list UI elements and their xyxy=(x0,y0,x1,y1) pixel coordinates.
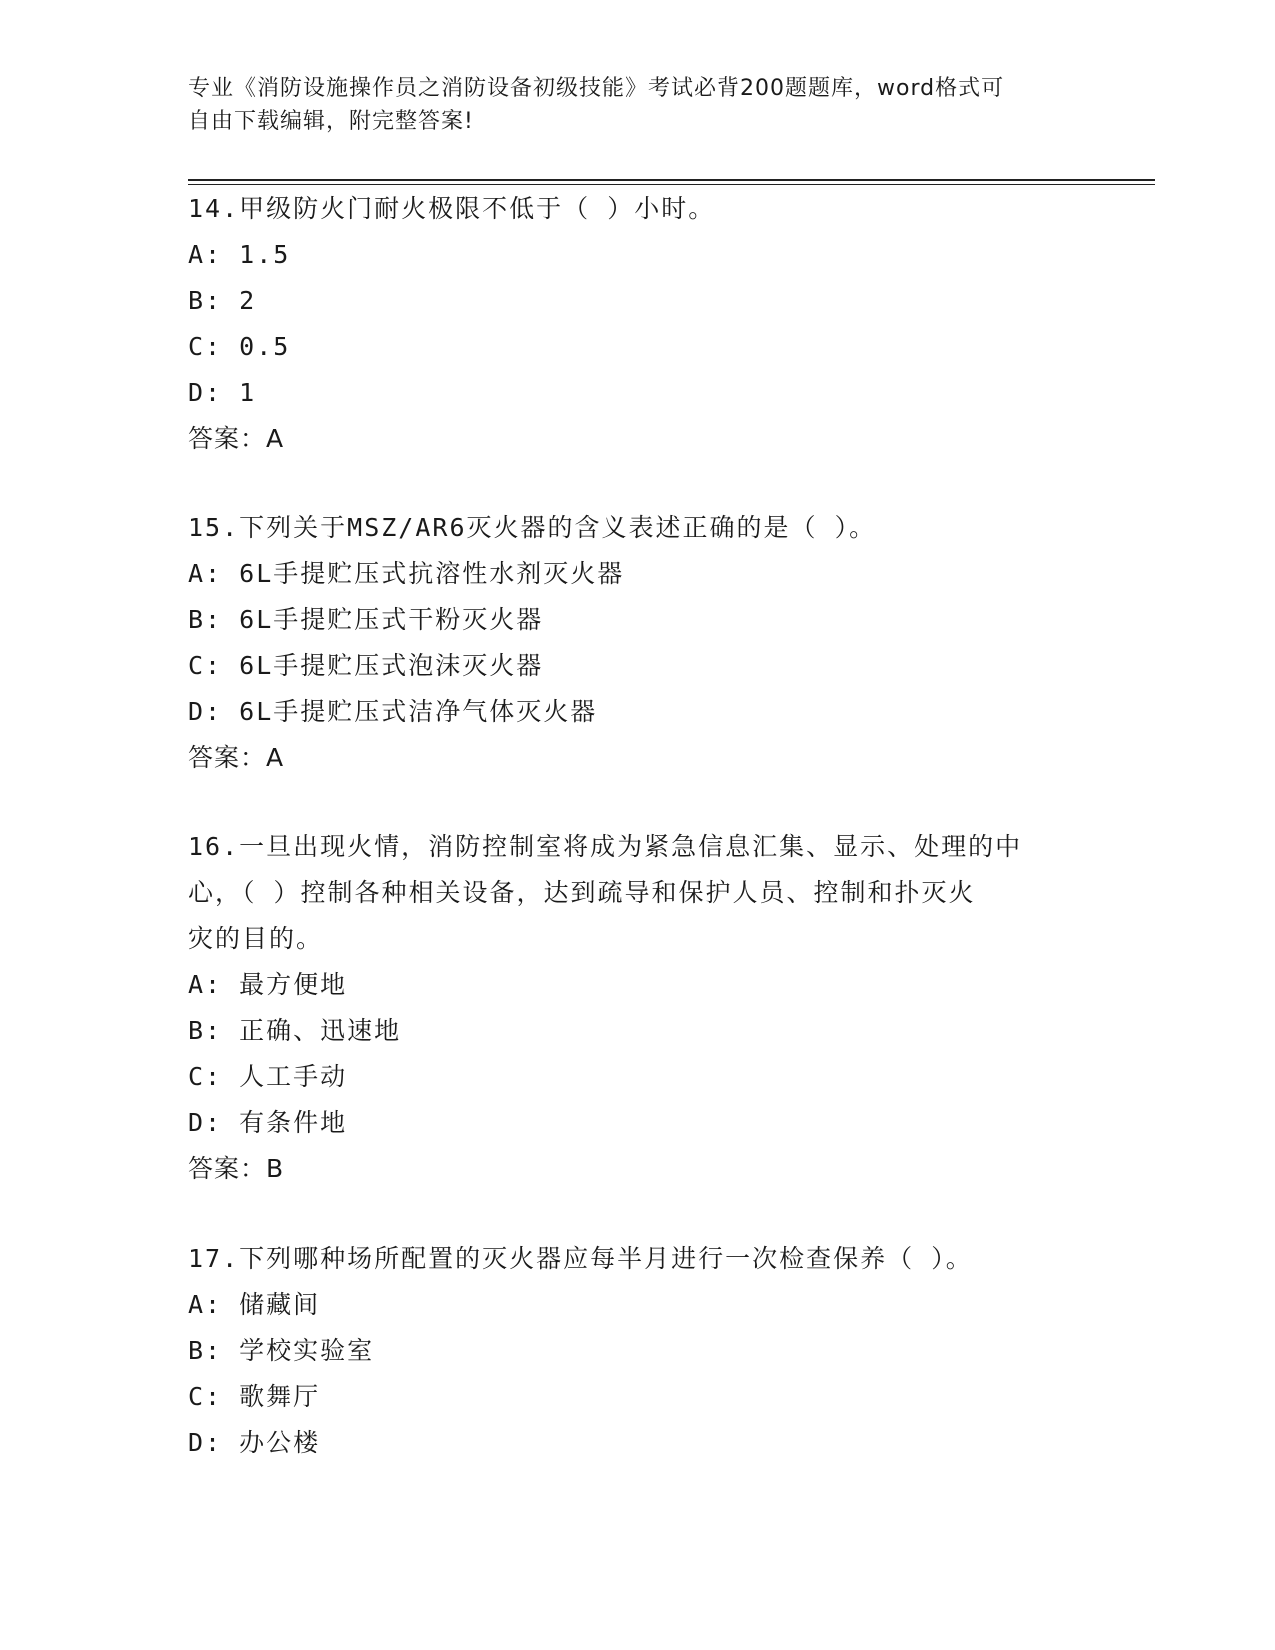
option-d xyxy=(188,1420,1088,1466)
option-text: 人工手动 xyxy=(239,1062,348,1091)
answer-line: 答案：A xyxy=(188,424,285,453)
option-text: 储藏间 xyxy=(239,1290,321,1319)
question-stem-line-1: 16.一旦出现火情，消防控制室将成为紧急信息汇集、显示、处理的中 xyxy=(188,832,1023,861)
option-c xyxy=(188,324,1088,370)
option-letter: B: xyxy=(188,605,223,634)
option-text: 6L手提贮压式干粉灭火器 xyxy=(239,605,544,634)
header-divider-thick xyxy=(188,179,1155,181)
option-letter: B: xyxy=(188,286,223,315)
option-letter: D: xyxy=(188,1108,223,1137)
option-letter: B: xyxy=(188,1016,223,1045)
option-c xyxy=(188,1374,1088,1420)
option-d xyxy=(188,1100,1088,1146)
option-a xyxy=(188,551,1088,597)
option-text: 1.5 xyxy=(239,240,291,269)
document-header xyxy=(188,72,1088,138)
option-letter: C: xyxy=(188,651,223,680)
option-d xyxy=(188,689,1088,735)
option-letter: A: xyxy=(188,970,223,999)
option-letter: D: xyxy=(188,378,223,407)
option-b xyxy=(188,1008,1088,1054)
option-text: 正确、迅速地 xyxy=(239,1016,402,1045)
option-letter: C: xyxy=(188,1382,223,1411)
option-letter: D: xyxy=(188,1428,223,1457)
option-b xyxy=(188,278,1088,324)
header-line-2: 自由下载编辑，附完整答案! xyxy=(188,109,474,134)
question-stem: 14.甲级防火门耐火极限不低于（ ）小时。 xyxy=(188,194,716,223)
option-c xyxy=(188,1054,1088,1100)
header-divider-thin xyxy=(188,184,1155,185)
option-text: 6L手提贮压式抗溶性水剂灭火器 xyxy=(239,559,625,588)
option-text: 6L手提贮压式泡沫灭火器 xyxy=(239,651,544,680)
option-a xyxy=(188,962,1088,1008)
question-stem: 15.下列关于MSZ/AR6灭火器的含义表述正确的是（ ）。 xyxy=(188,513,877,542)
option-b xyxy=(188,597,1088,643)
header-line-1: 专业《消防设施操作员之消防设备初级技能》考试必背200题题库，word格式可 xyxy=(188,76,1005,101)
question-14 xyxy=(188,186,1088,462)
option-d xyxy=(188,370,1088,416)
option-b xyxy=(188,1328,1088,1374)
option-letter: D: xyxy=(188,697,223,726)
question-stem: 17.下列哪种场所配置的灭火器应每半月进行一次检查保养（ ）。 xyxy=(188,1244,973,1273)
option-c xyxy=(188,643,1088,689)
answer-line: 答案：A xyxy=(188,743,285,772)
option-letter: B: xyxy=(188,1336,223,1365)
question-17 xyxy=(188,1236,1088,1466)
question-16 xyxy=(188,824,1088,1192)
option-letter: A: xyxy=(188,559,223,588)
option-a xyxy=(188,232,1088,278)
option-text: 最方便地 xyxy=(239,970,348,999)
question-stem-line-2: 心，（ ）控制各种相关设备，达到疏导和保护人员、控制和扑灭火 xyxy=(188,878,976,907)
option-letter: C: xyxy=(188,332,223,361)
option-letter: C: xyxy=(188,1062,223,1091)
answer-line: 答案：B xyxy=(188,1154,285,1183)
option-text: 6L手提贮压式洁净气体灭火器 xyxy=(239,697,598,726)
option-a xyxy=(188,1282,1088,1328)
option-text: 有条件地 xyxy=(239,1108,348,1137)
question-stem-line-3: 灾的目的。 xyxy=(188,924,324,953)
question-15 xyxy=(188,505,1088,781)
option-text: 1 xyxy=(239,378,257,407)
option-letter: A: xyxy=(188,240,223,269)
option-text: 办公楼 xyxy=(239,1428,321,1457)
option-text: 歌舞厅 xyxy=(239,1382,321,1411)
option-text: 0.5 xyxy=(239,332,291,361)
option-letter: A: xyxy=(188,1290,223,1319)
option-text: 学校实验室 xyxy=(239,1336,375,1365)
option-text: 2 xyxy=(239,286,257,315)
